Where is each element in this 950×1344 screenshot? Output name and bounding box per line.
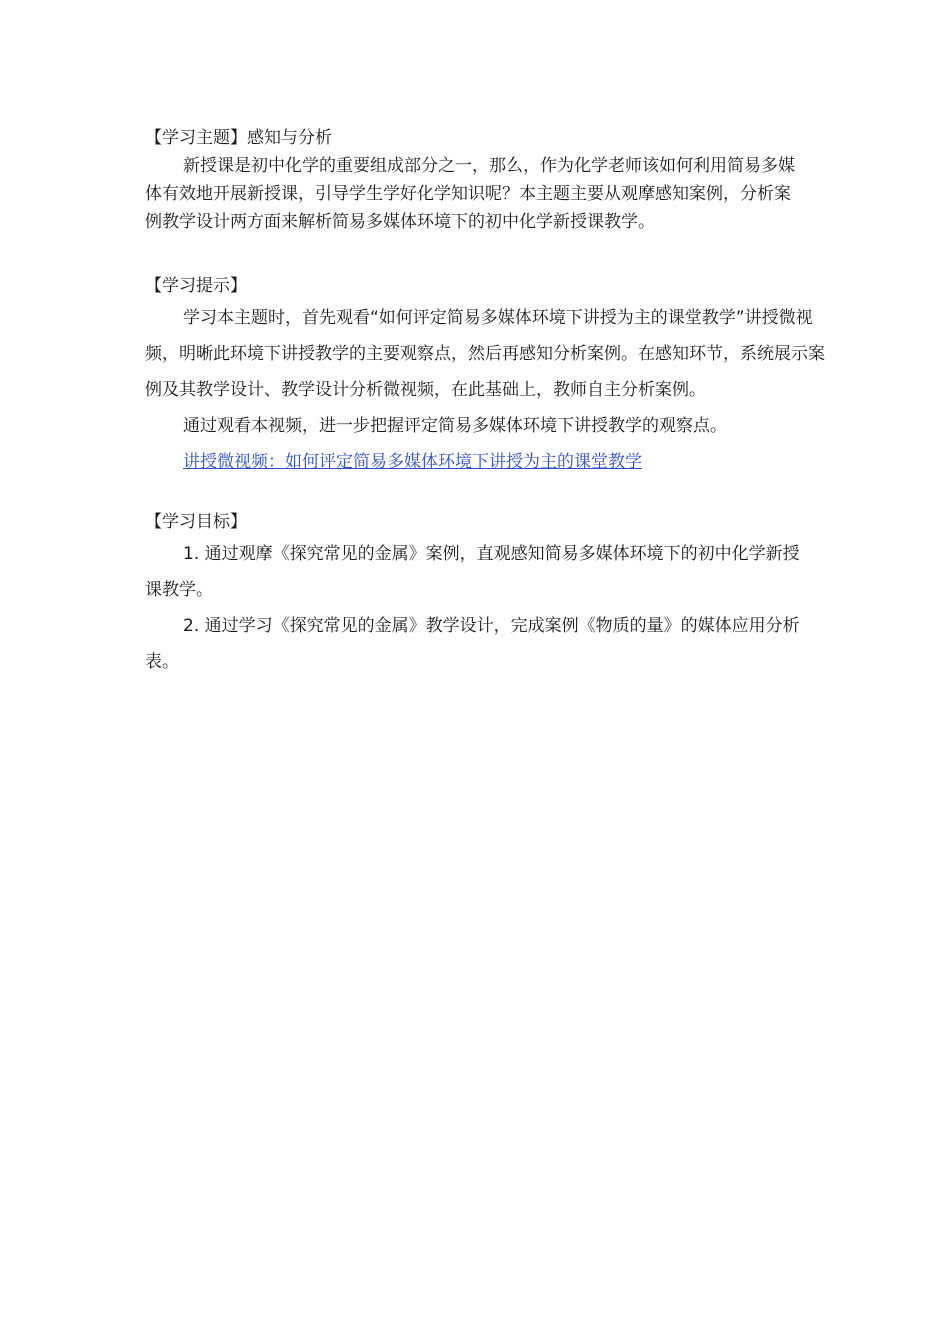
- goals-heading: 【学习目标】: [145, 512, 247, 532]
- topic-body: 新授课是初中化学的重要组成部分之一，那么，作为化学老师该如何利用简易多媒体有效地开展新授课，引导学生学好化学知识呢？本主题主要从观摩感知案例，分析案例教学设计两方面来解析简易多媒体环境下的初中化学新授课教学。: [145, 156, 795, 232]
- topic-heading: 【学习主题】感知与分析: [145, 128, 332, 148]
- tips-heading: 【学习提示】: [145, 276, 247, 296]
- document-page: [145, 124, 825, 680]
- tips-body: 学习本主题时，首先观看“如何评定简易多媒体环境下讲授为主的课堂教学”讲授微视频，明晰此环境下讲授教学的主要观察点，然后再感知分析案例。在感知环节，系统展示案例及其教学设计、教学设计分析微视频，在此基础上，教师自主分析案例。: [145, 308, 825, 400]
- video-link[interactable]: 讲授微视频：如何评定简易多媒体环境下讲授为主的课堂教学: [183, 452, 642, 472]
- tips-body-video-note: 通过观看本视频，进一步把握评定简易多媒体环境下讲授教学的观察点。: [183, 416, 727, 436]
- section-gap: [145, 480, 825, 508]
- tips-link-row: [145, 444, 825, 480]
- section-gap: [145, 236, 825, 272]
- goal-item-2: 2. 通过学习《探究常见的金属》教学设计，完成案例《物质的量》的媒体应用分析表。: [145, 616, 800, 672]
- goal-item-1: 1. 通过观摩《探究常见的金属》案例，直观感知简易多媒体环境下的初中化学新授课教学。: [145, 544, 800, 600]
